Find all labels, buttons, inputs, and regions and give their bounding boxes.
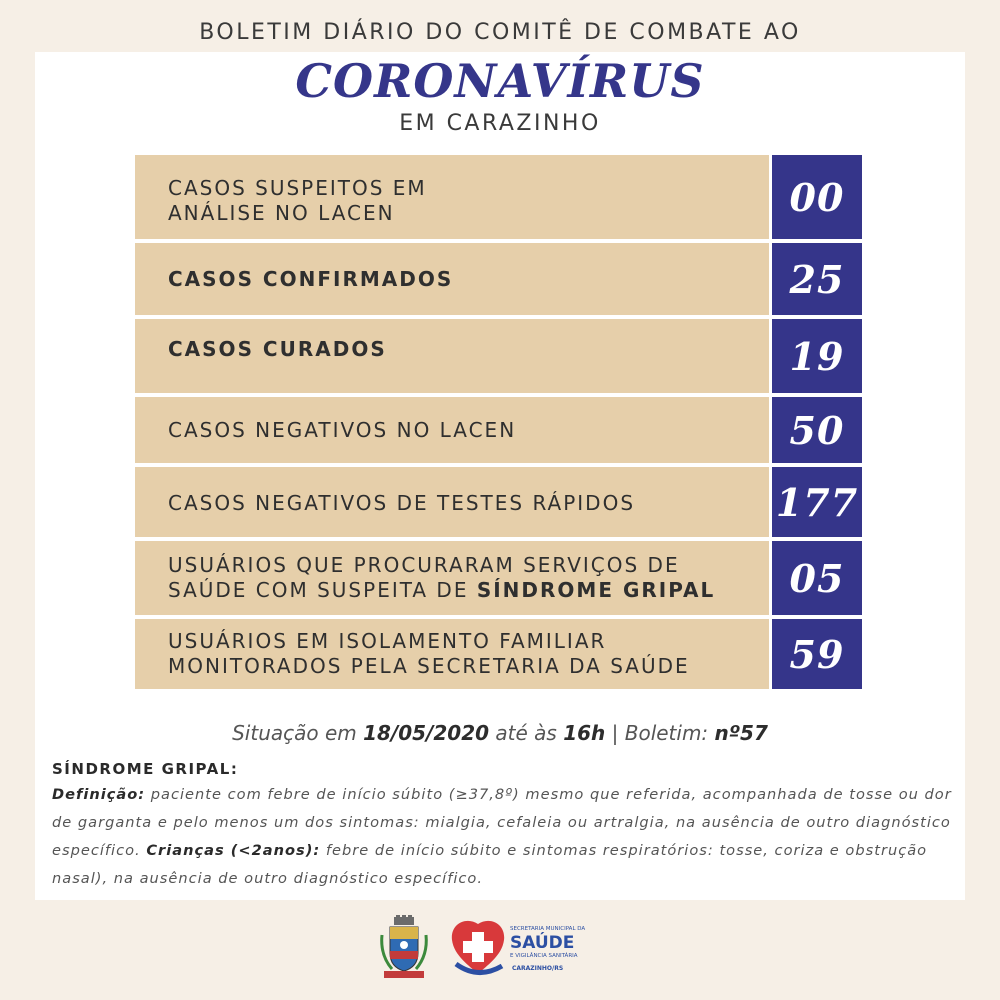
status-separator: | Boletim: [605, 721, 715, 745]
logo-main-text: SAÚDE [510, 933, 575, 953]
bulletin-status [0, 721, 1000, 745]
row-label-line2: ANÁLISE NO LACEN [168, 201, 395, 225]
definition-label: Definição: [52, 786, 146, 803]
logo-city-text: CARAZINHO/RS [512, 965, 564, 972]
bulletin-header: BOLETIM DIÁRIO DO COMITÊ DE COMBATE AO [199, 20, 801, 45]
status-prefix: Situação em [232, 721, 364, 745]
row-confirmed [135, 243, 862, 315]
row-label [168, 267, 762, 292]
row-value: 50 [772, 397, 862, 463]
row-value: 25 [772, 243, 862, 315]
bulletin-number: nº57 [714, 721, 768, 745]
row-negative-rapid [135, 467, 862, 537]
row-label-line1: USUÁRIOS EM ISOLAMENTO FAMILIAR [168, 629, 607, 653]
city-coat-of-arms-icon [378, 915, 430, 981]
health-secretariat-logo [448, 918, 598, 980]
row-label-line2 [168, 578, 762, 603]
row-label-bold: CASOS CONFIRMADOS [168, 267, 454, 291]
row-value: 05 [772, 541, 862, 615]
status-date: 18/05/2020 [363, 721, 490, 745]
row-label: CASOS NEGATIVOS NO LACEN [168, 418, 517, 442]
row-label [168, 337, 762, 362]
definition-text [52, 781, 952, 893]
row-cured [135, 319, 862, 393]
main-title: CORONAVÍRUS [295, 54, 705, 108]
logo-top-text: SECRETARIA MUNICIPAL DA [510, 926, 586, 932]
city-subtitle: EM CARAZINHO [399, 111, 601, 136]
row-label-bold: CASOS CURADOS [168, 337, 387, 361]
row-label [168, 629, 762, 679]
row-value: 59 [772, 619, 862, 689]
status-mid: até às [489, 721, 564, 745]
row-suspected [135, 155, 862, 239]
definition-body: paciente com febre de início súbito (≥37,8º) mesmo que referida, acompanhada de tosse ou dor de garganta e pelo menos um dos sintomas: mialgia, cefaleia ou artralgia, na ausência de outro diagnóstico específico. [52, 786, 952, 859]
row-value: 00 [772, 155, 862, 239]
row-value: 19 [772, 319, 862, 393]
row-label [168, 553, 762, 603]
status-time: 16h [563, 721, 606, 745]
definition-title: SÍNDROME GRIPAL: [52, 760, 239, 778]
row-isolation [135, 619, 862, 689]
row-negative-lacen [135, 397, 862, 463]
row-label-line1: USUÁRIOS QUE PROCURARAM SERVIÇOS DE [168, 553, 680, 577]
row-label-line1: CASOS SUSPEITOS EM [168, 176, 427, 200]
row-flu-syndrome [135, 541, 862, 615]
children-label: Crianças (<2anos): [146, 842, 321, 859]
row-value: 177 [772, 467, 862, 537]
children-body: febre de início súbito e sintomas respiratórios: tosse, coriza e obstrução nasal), na ausência de outro diagnóstico específico. [52, 842, 928, 887]
row-label [168, 176, 762, 226]
row-label: CASOS NEGATIVOS DE TESTES RÁPIDOS [168, 491, 636, 515]
logo-sub-text: E VIGILÂNCIA SANITÁRIA [510, 953, 578, 959]
row-label-line2: MONITORADOS PELA SECRETARIA DA SAÚDE [168, 654, 690, 678]
stats-table [135, 155, 862, 693]
row-label-line2-text: SAÚDE COM SUSPEITA DE [168, 578, 477, 602]
row-label-line2-bold: SÍNDROME GRIPAL [476, 578, 716, 602]
